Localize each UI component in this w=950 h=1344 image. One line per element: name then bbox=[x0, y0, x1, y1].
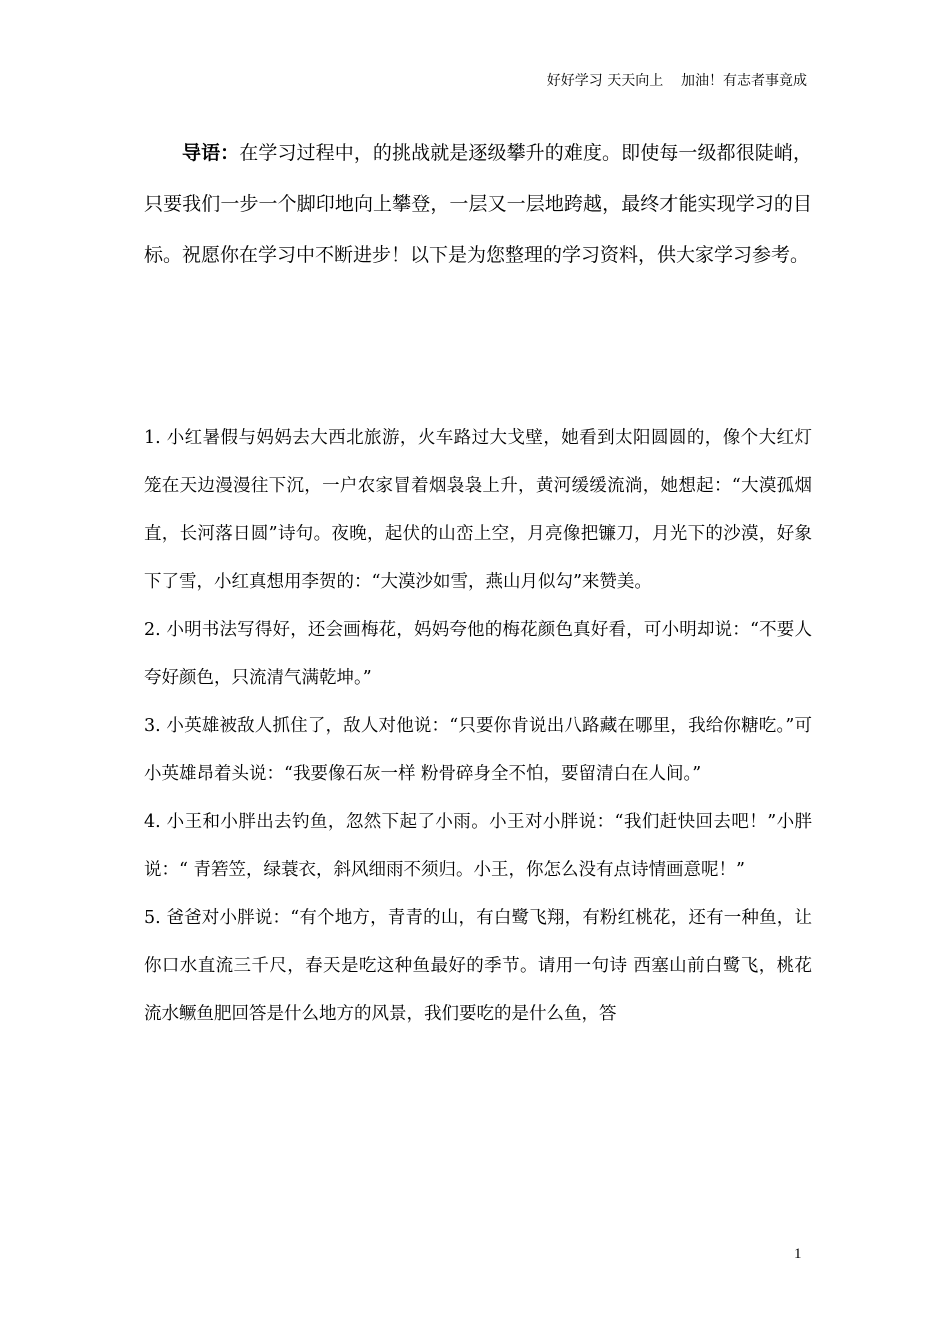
question-item-3: 3. 小英雄被敌人抓住了，敌人对他说：“只要你肯说出八路藏在哪里，我给你糖吃。”可小英雄昂着头说：“我要像石灰一样 粉骨碎身全不怕，要留清白在人间。” bbox=[144, 716, 812, 784]
question-item-2: 2. 小明书法写得好，还会画梅花，妈妈夸他的梅花颜色真好看，可小明却说：“不要人夸好颜色，只流清气满乾坤。” bbox=[144, 620, 812, 688]
page-header: 好好学习 天天向上 加油！有志者事竟成 bbox=[546, 73, 807, 89]
page-number: 1 bbox=[794, 1246, 802, 1262]
intro-paragraph bbox=[144, 128, 812, 281]
question-item-4: 4. 小王和小胖出去钓鱼，忽然下起了小雨。小王对小胖说：“我们赶快回去吧！”小胖说：“ 青箬笠，绿蓑衣，斜风细雨不须归。小王，你怎么没有点诗情画意呢！” bbox=[144, 812, 812, 880]
intro-label: 导语： bbox=[182, 142, 240, 164]
question-list bbox=[144, 414, 812, 1038]
question-item-5: 5. 爸爸对小胖说：“有个地方，青青的山，有白鹭飞翔，有粉红桃花，还有一种鱼，让你口水直流三千尺，春天是吃这种鱼最好的季节。请用一句诗 西塞山前白鹭飞，桃花流水鳜鱼肥回答是什么地方的风景，我们要吃的是什么鱼，答 bbox=[144, 908, 812, 1024]
intro-body: 在学习过程中，的挑战就是逐级攀升的难度。即使每一级都很陡峭，只要我们一步一个脚印地向上攀登，一层又一层地跨越，最终才能实现学习的目标。祝愿你在学习中不断进步！以下是为您整理的学习资料，供大家学习参考。 bbox=[144, 142, 812, 266]
question-item-1: 1. 小红暑假与妈妈去大西北旅游，火车路过大戈壁，她看到太阳圆圆的，像个大红灯笼在天边漫漫往下沉，一户农家冒着烟袅袅上升，黄河缓缓流淌，她想起：“大漠孤烟直，长河落日圆”诗句。夜晚，起伏的山峦上空，月亮像把镰刀，月光下的沙漠，好象下了雪，小红真想用李贺的：“大漠沙如雪，燕山月似勾”来赞美。 bbox=[144, 428, 812, 592]
